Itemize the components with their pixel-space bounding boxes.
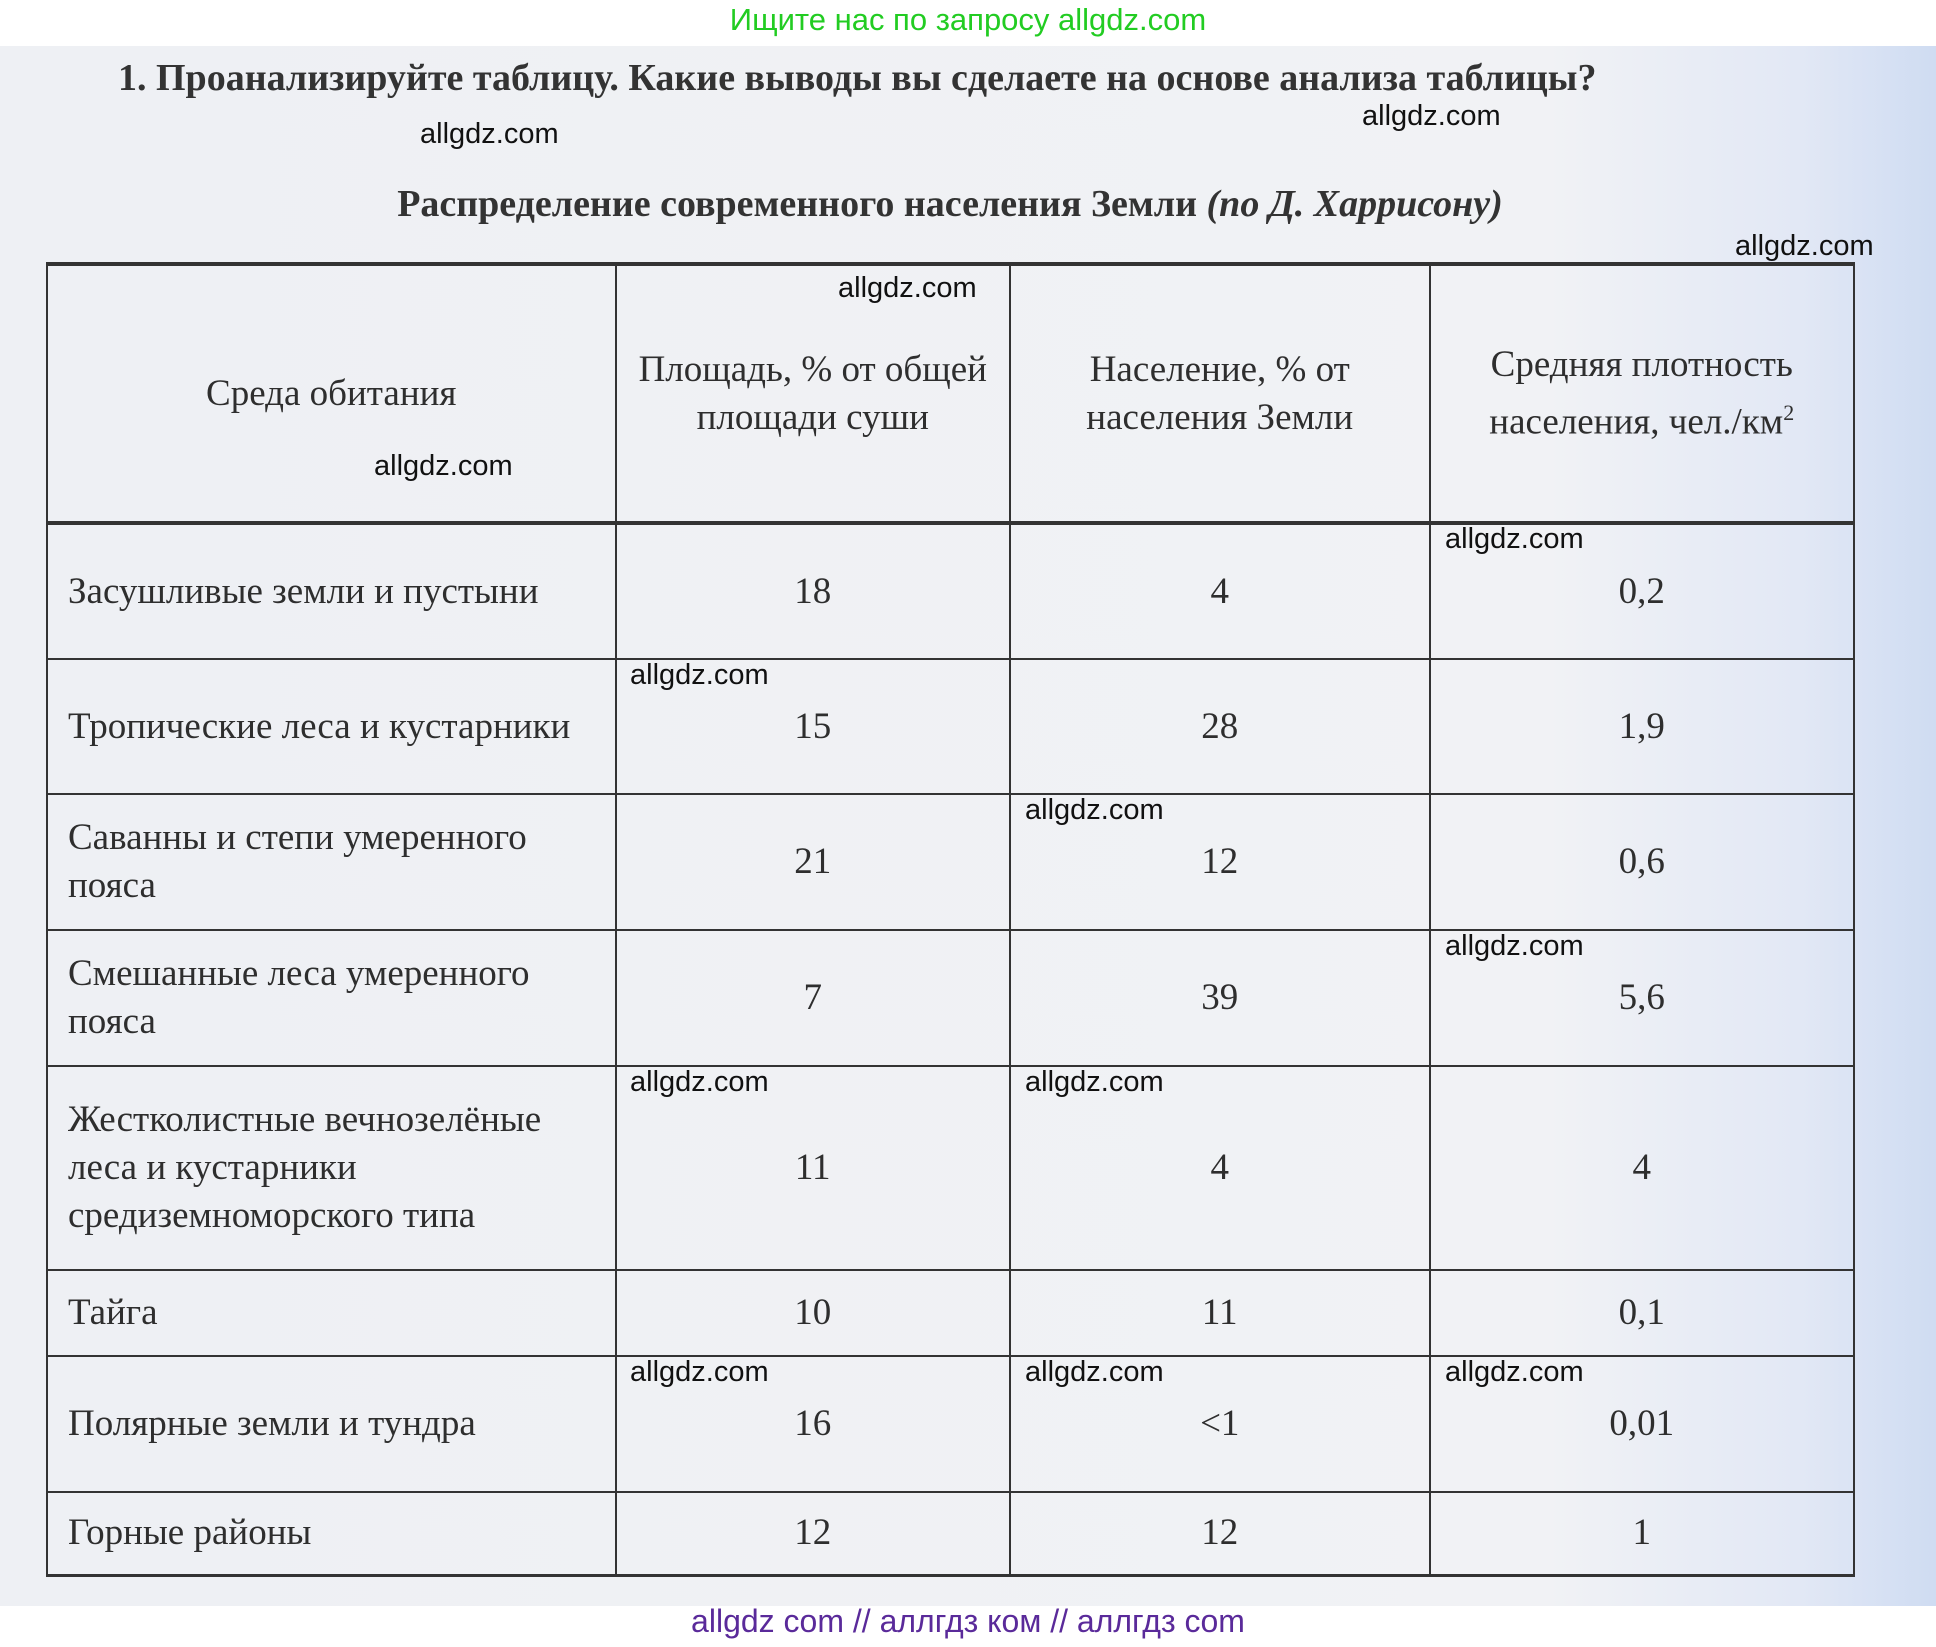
bottom-banner: allgdz com // аллгдз ком // аллгдз com [691, 1603, 1245, 1639]
table-row [47, 794, 1854, 930]
area-cell: 15 [616, 659, 1011, 794]
area-cell: 10 [616, 1270, 1011, 1356]
population-cell: <1 [1010, 1356, 1430, 1492]
watermark: allgdz.com [630, 659, 769, 691]
habitat-cell: Горные районы [47, 1492, 616, 1575]
area-cell: 21 [616, 794, 1011, 930]
watermark: allgdz.com [1025, 794, 1164, 826]
watermark: allgdz.com [630, 1066, 769, 1098]
habitat-cell: Смешанные леса умеренного пояса [47, 930, 616, 1066]
table-row [47, 659, 1854, 794]
watermark: allgdz.com [1445, 523, 1584, 555]
habitat-cell: Тайга [47, 1270, 616, 1356]
habitat-cell: Засушливые земли и пустыни [47, 523, 616, 659]
density-cell: 0,6 [1430, 794, 1855, 930]
header-area: Площадь, % от общей площади суши [616, 264, 1011, 523]
watermark: allgdz.com [374, 450, 513, 482]
density-cell: 0,01 [1430, 1356, 1855, 1492]
density-cell: 1 [1430, 1492, 1855, 1575]
watermark: allgdz.com [1362, 100, 1501, 132]
area-cell: 11 [616, 1066, 1011, 1270]
header-habitat: Среда обитания [47, 264, 616, 523]
habitat-cell: Жестколистные вечнозелёные леса и кустарники средиземноморского типа [47, 1066, 616, 1270]
population-cell: 12 [1010, 1492, 1430, 1575]
area-cell: 18 [616, 523, 1011, 659]
table-caption [0, 182, 1900, 226]
watermark: allgdz.com [1025, 1066, 1164, 1098]
table-row [47, 1270, 1854, 1356]
habitat-cell: Полярные земли и тундра [47, 1356, 616, 1492]
population-table [46, 262, 1855, 1577]
watermark: allgdz.com [1025, 1356, 1164, 1388]
table-row [47, 1492, 1854, 1575]
search-banner: Ищите нас по запросу allgdz.com [729, 2, 1207, 37]
population-cell: 12 [1010, 794, 1430, 930]
density-cell: 4 [1430, 1066, 1855, 1270]
habitat-cell: Саванны и степи умеренного пояса [47, 794, 616, 930]
header-population: Население, % от населения Земли [1010, 264, 1430, 523]
habitat-cell: Тропические леса и кустарники [47, 659, 616, 794]
area-cell: 12 [616, 1492, 1011, 1575]
area-cell: 7 [616, 930, 1011, 1066]
table-row [47, 1066, 1854, 1270]
density-cell: 1,9 [1430, 659, 1855, 794]
population-cell: 28 [1010, 659, 1430, 794]
header-density [1430, 264, 1855, 523]
population-cell: 4 [1010, 1066, 1430, 1270]
watermark: allgdz.com [1445, 1356, 1584, 1388]
question-text: 1. Проанализируйте таблицу. Какие выводы вы сделаете на основе анализа таблицы? [118, 57, 1597, 99]
watermark: allgdz.com [1445, 930, 1584, 962]
population-cell: 11 [1010, 1270, 1430, 1356]
density-cell: 5,6 [1430, 930, 1855, 1066]
caption-main: Распределение современного населения Земли [397, 183, 1198, 225]
density-cell: 0,1 [1430, 1270, 1855, 1356]
watermark: allgdz.com [1735, 230, 1874, 262]
watermark: allgdz.com [630, 1356, 769, 1388]
density-cell: 0,2 [1430, 523, 1855, 659]
area-cell: 16 [616, 1356, 1011, 1492]
caption-source: (по Д. Харрисону) [1206, 183, 1503, 225]
watermark: allgdz.com [420, 118, 559, 150]
population-cell: 39 [1010, 930, 1430, 1066]
population-cell: 4 [1010, 523, 1430, 659]
header-density-text: Средняя плотность населения, чел./км [1489, 343, 1793, 443]
watermark: allgdz.com [838, 272, 977, 304]
header-density-sup: 2 [1783, 399, 1795, 425]
